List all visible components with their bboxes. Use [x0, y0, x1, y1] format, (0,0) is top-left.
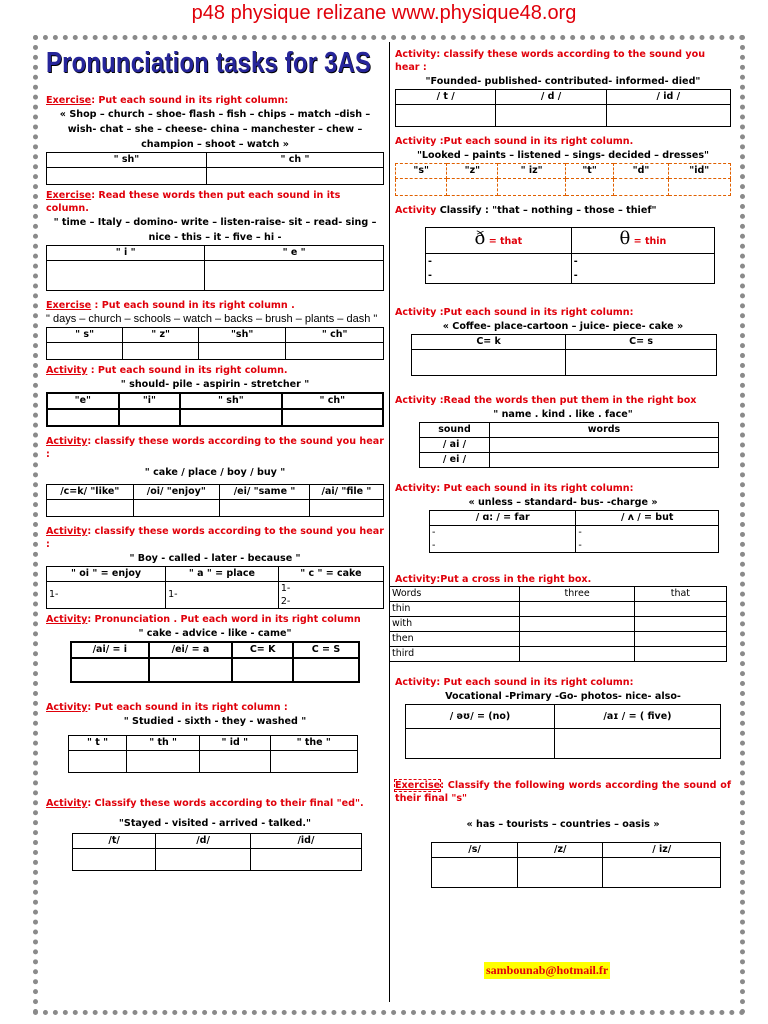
right-activity-5-heading: Activity :Read the words then put them in the right box: [395, 395, 697, 406]
activity-6-table: " oi " = enjoy " a " = place " c " = cake 1- 1- 1- 2-: [46, 566, 384, 609]
exercise-3-table: " s" " z" "sh" " ch": [46, 327, 384, 360]
answer-cell[interactable]: [205, 261, 384, 291]
right-activity-5-words: " name . kind . like . face": [493, 409, 633, 420]
right-activity-8-words: Vocational -Primary -Go- photos- nice- also-: [445, 691, 681, 702]
right-activity-6-table: / ɑ: / = far / ʌ / = but - - - -: [429, 510, 719, 553]
activity-5-words: " cake / place / boy / buy ": [144, 467, 286, 478]
exercise-1-words: « Shop – church – shoe- flash – fish – chips – match –dish – wish- chat – she – cheese- china – manchester – chew – champion – shoot – watch »: [59, 109, 371, 150]
right-activity-7-heading: Activity:Put a cross in the right box.: [395, 574, 592, 585]
activity-8-table: " t " " th " " id " " the ": [68, 735, 358, 773]
column-divider: [389, 42, 390, 1002]
answer-cell[interactable]: [47, 261, 205, 291]
exercise-2-words: " time – Italy – domino- write – listen-raise- sit – read- sing – nice - this – it – five – hi -: [53, 217, 377, 243]
right-activity-4-heading: Activity :Put each sound in its right column:: [395, 307, 634, 318]
activity-9-table: /t/ /d/ /id/: [72, 833, 362, 871]
exercise-2-heading: Exercise: Read these words then put each sound in its column.: [46, 190, 341, 214]
activity-6-heading: Activity: classify these words according to the sound you hear :: [46, 526, 384, 550]
right-activity-3-table: ð = that θ = thin - - - -: [425, 227, 715, 284]
right-exercise-9-heading: Exercise: Classify the following words according the sound of their final "s": [395, 780, 731, 804]
right-activity-7-table: Words three that thin with then third: [389, 586, 727, 662]
activity-7-table: /ai/ = i /ei/ = a C= K C = S: [70, 641, 360, 683]
left-column: [46, 44, 384, 871]
right-column: [392, 44, 731, 888]
activity-9-heading: Activity: Classify these words according to their final "ed".: [46, 798, 364, 809]
right-activity-1-words: "Founded- published- contributed- informed- died": [425, 76, 701, 87]
right-exercise-9-table: /s/ /z/ / iz/: [431, 842, 721, 888]
exercise-2-table: " i " " e ": [46, 245, 384, 291]
right-activity-5-table: sound words / ai / / ei /: [419, 422, 719, 468]
activity-4-table: "e" "i" " sh" " ch": [46, 392, 384, 427]
activity-5-table: /c=k/ "like" /oi/ "enjoy" /ei/ "same " /ai/ "file ": [46, 484, 384, 517]
activity-8-words: " Studied - sixth - they - washed ": [123, 716, 307, 727]
right-activity-8-heading: Activity: Put each sound in its right column:: [395, 677, 634, 688]
activity-6-words: " Boy - called - later - because ": [129, 553, 301, 564]
activity-9-words: "Stayed - visited - arrived - talked.": [118, 818, 312, 829]
exercise-3-heading: Exercise : Put each sound in its right column .: [46, 300, 295, 311]
exercise-1-table: " sh" " ch ": [46, 152, 384, 185]
right-exercise-9-words: « has – tourists – countries – oasis »: [466, 819, 660, 830]
activity-8-heading: Activity: Put each sound in its right column :: [46, 702, 288, 713]
exercise-3-words: " days – church – schools – watch – backs – brush – plants – dash ": [46, 313, 378, 325]
right-activity-1-table: / t / / d / / id /: [395, 89, 731, 127]
activity-7-heading: Activity: Pronunciation . Put each word in its right column: [46, 614, 361, 625]
email-address[interactable]: sambounab@hotmail.fr: [486, 963, 609, 977]
right-activity-3-heading: Activity Classify : "that – nothing – those – thief": [395, 205, 657, 216]
right-activity-2-heading: Activity :Put each sound in its right column.: [395, 136, 634, 147]
answer-cell[interactable]: [47, 168, 207, 185]
exercise-1-heading: Exercise: Put each sound in its right column:: [46, 95, 289, 106]
answer-cell[interactable]: [206, 168, 383, 185]
site-title: p48 physique relizane www.physique48.org: [191, 2, 577, 24]
right-activity-1-heading: Activity: classify these words according to the sound you hear :: [395, 49, 706, 73]
right-activity-6-words: « unless – standard- bus- -charge »: [468, 497, 658, 508]
activity-5-heading: Activity: classify these words according to the sound you hear :: [46, 436, 384, 460]
activity-4-heading: Activity : Put each sound in its right column.: [46, 365, 288, 376]
right-activity-4-words: « Coffee- place-cartoon – juice- piece- cake »: [442, 321, 684, 332]
right-activity-2-words: "Looked – paints – listened – sings- decided – dresses": [416, 150, 710, 161]
right-activity-2-table: "s" "z" " iz" "t" "d" "id": [395, 163, 731, 196]
right-activity-6-heading: Activity: Put each sound in its right column:: [395, 483, 634, 494]
right-activity-4-table: C= k C= s: [411, 334, 717, 376]
activity-7-words: " cake - advice - like - came": [138, 628, 292, 639]
main-title: Pronunciation tasks for 3AS: [46, 44, 323, 88]
activity-4-words: " should- pile - aspirin - stretcher ": [120, 379, 310, 390]
right-activity-8-table: / əʊ/ = (no) /aɪ / = ( five): [405, 704, 721, 759]
